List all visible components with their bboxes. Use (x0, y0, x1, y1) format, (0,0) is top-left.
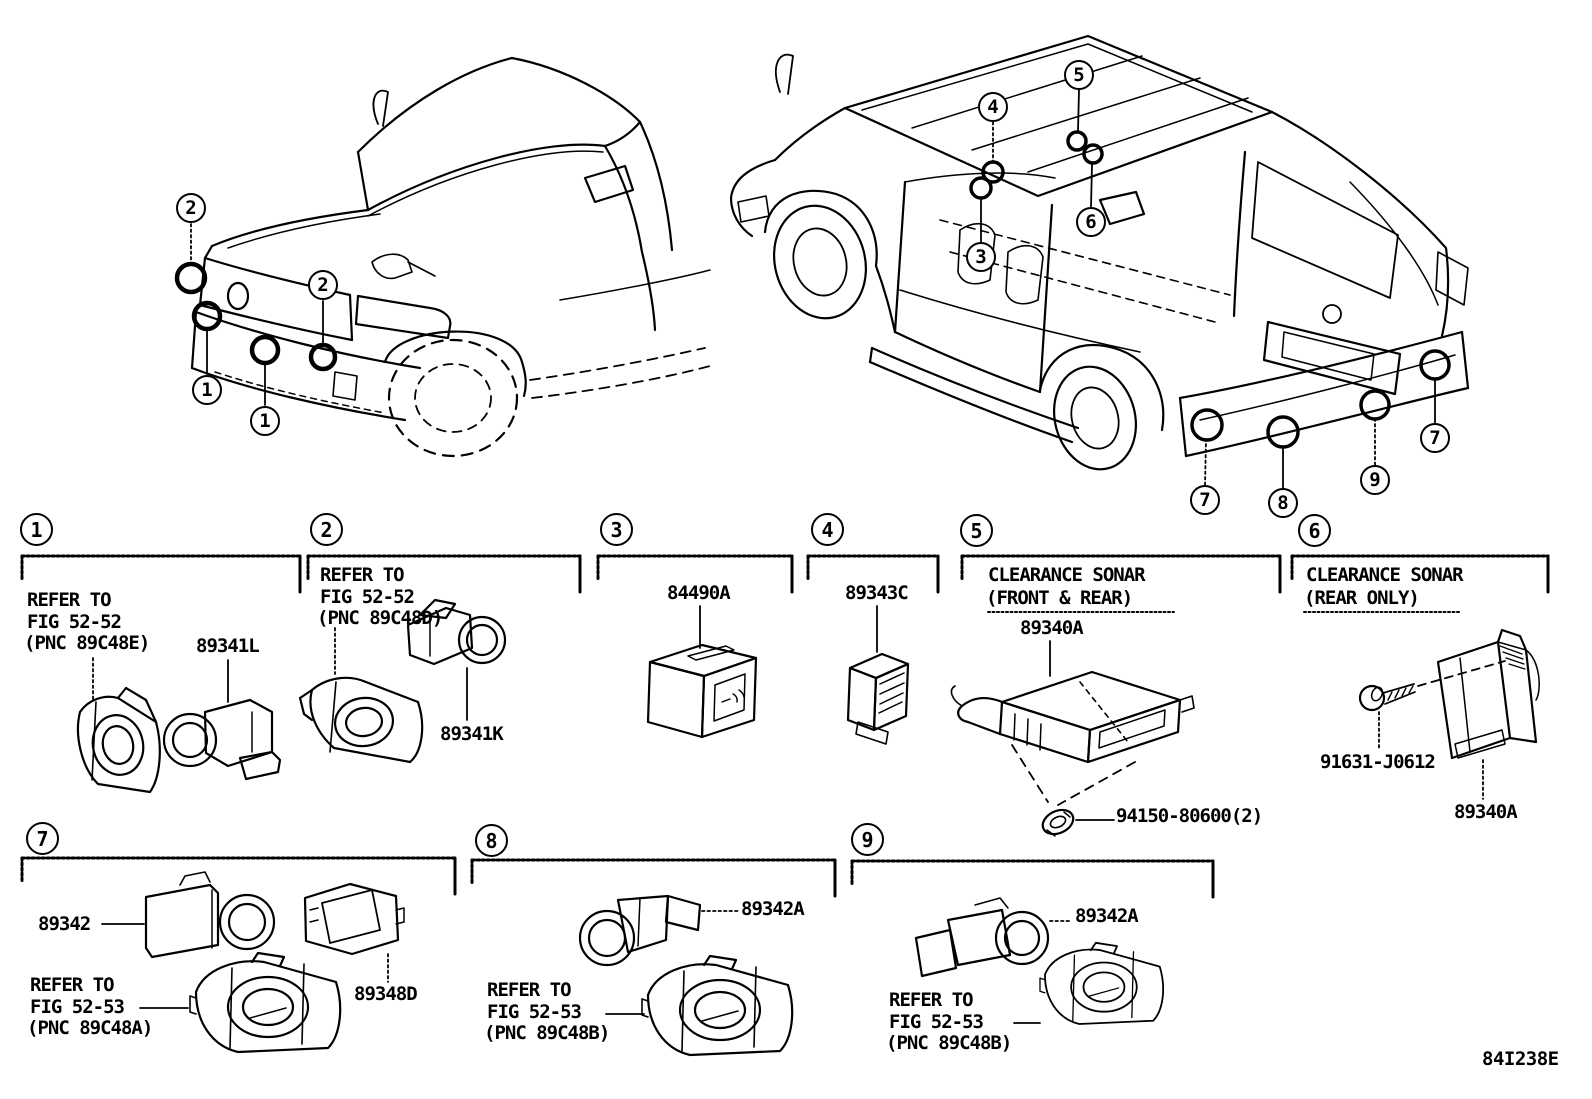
s3-part-number: 84490A (667, 582, 730, 604)
section-1-callout: 1 (20, 513, 53, 546)
s9-refer-note-line2: FIG 52-53 (889, 1011, 983, 1033)
rear-callout-leaders (981, 90, 1435, 488)
s2-refer-note-line1: REFER TO (320, 564, 404, 586)
callout-rear-7a: 7 (1190, 485, 1220, 515)
s2-refer-note-line2: FIG 52-52 (320, 586, 414, 608)
retainer-drawing (190, 953, 340, 1052)
section-8-callout: 8 (475, 824, 508, 857)
s7-refer-note-line2: FIG 52-53 (30, 996, 124, 1018)
s2-refer-note-line3: (PNC 89C48D) (317, 607, 443, 629)
section-4-callout: 4 (811, 513, 844, 546)
section-5-callout: 5 (960, 514, 993, 547)
section-7-callout: 7 (26, 822, 59, 855)
s2-part-number: 89341K (440, 723, 503, 745)
clip-drawing (1039, 805, 1077, 838)
sensor-drawing (146, 872, 274, 957)
s7-refer-note-line1: REFER TO (30, 974, 114, 996)
section-3-callout: 3 (600, 513, 633, 546)
s1-refer-note-line1: REFER TO (27, 589, 111, 611)
sensor-drawing (580, 896, 700, 965)
callout-rear-8: 8 (1268, 488, 1298, 518)
mirror (585, 166, 633, 202)
amplifier-drawing (1438, 630, 1539, 758)
rear-vehicle-drawing (731, 36, 1468, 488)
s1-refer-note-line3: (PNC 89C48E) (24, 632, 150, 654)
antenna (776, 55, 793, 94)
retainer-drawing (1040, 943, 1163, 1024)
interior-sensor-positions (971, 132, 1102, 198)
section-9-callout: 9 (851, 823, 884, 856)
antenna (373, 91, 388, 126)
s5-title-line2: (FRONT & REAR) (986, 587, 1133, 609)
s8-refer-note-line3: (PNC 89C48B) (484, 1022, 610, 1044)
section-2-callout: 2 (310, 513, 343, 546)
callout-front-1a: 1 (192, 375, 222, 405)
s4-part-number: 89343C (845, 582, 908, 604)
s6-title-line2: (REAR ONLY) (1304, 587, 1419, 609)
section1-parts (78, 658, 280, 792)
switch-drawing (648, 645, 756, 737)
callout-rear-9: 9 (1360, 465, 1390, 495)
s8-refer-note-line2: FIG 52-53 (487, 1001, 581, 1023)
s1-refer-note-line2: FIG 52-52 (27, 611, 121, 633)
callout-rear-6: 6 (1076, 207, 1106, 237)
sensor-drawing (848, 654, 908, 744)
front-vehicle-drawing (177, 58, 710, 456)
s8-part-number: 89342A (741, 898, 804, 920)
section6-parts (1360, 630, 1539, 799)
retainer-drawing (642, 956, 792, 1055)
s8-refer-note-line1: REFER TO (487, 979, 571, 1001)
screw-drawing (1360, 684, 1415, 710)
s7-refer-note-line3: (PNC 89C48A) (27, 1017, 153, 1039)
figure-code: 84I238E (1482, 1048, 1559, 1070)
section4-parts (848, 606, 908, 744)
sensor-drawing (164, 700, 280, 779)
s9-refer-note-line3: (PNC 89C48B) (886, 1032, 1012, 1054)
section-6-callout: 6 (1298, 514, 1331, 547)
callout-rear-7b: 7 (1420, 423, 1450, 453)
s5-part-number-ecu: 89340A (1020, 617, 1083, 639)
ecu-drawing (951, 672, 1194, 762)
callout-front-2b: 2 (308, 270, 338, 300)
retainer-drawing (300, 678, 422, 762)
s6-part-number-amp: 89340A (1454, 801, 1517, 823)
mirror (1100, 192, 1144, 224)
s7-part-number-bracket: 89348D (354, 983, 417, 1005)
callout-front-2a: 2 (176, 193, 206, 223)
s7-part-number: 89342 (38, 913, 91, 935)
callout-rear-4: 4 (978, 92, 1008, 122)
sensor-drawing (916, 898, 1048, 976)
s5-part-number-clip: 94150-80600(2) (1116, 805, 1263, 827)
callout-rear-5: 5 (1064, 60, 1094, 90)
callout-rear-3: 3 (966, 242, 996, 272)
s6-title-line1: CLEARANCE SONAR (1306, 564, 1463, 586)
section3-parts (648, 606, 756, 737)
rear-sensor-positions (1192, 351, 1449, 447)
s9-refer-note-line1: REFER TO (889, 989, 973, 1011)
s1-part-number: 89341L (196, 635, 259, 657)
brand-emblem (228, 283, 248, 309)
retainer-drawing (78, 688, 160, 792)
s6-part-number-screw: 91631-J0612 (1320, 751, 1435, 773)
callout-front-1b: 1 (250, 406, 280, 436)
s9-part-number: 89342A (1075, 905, 1138, 927)
s5-title-line1: CLEARANCE SONAR (988, 564, 1145, 586)
bracket-drawing (305, 884, 404, 954)
